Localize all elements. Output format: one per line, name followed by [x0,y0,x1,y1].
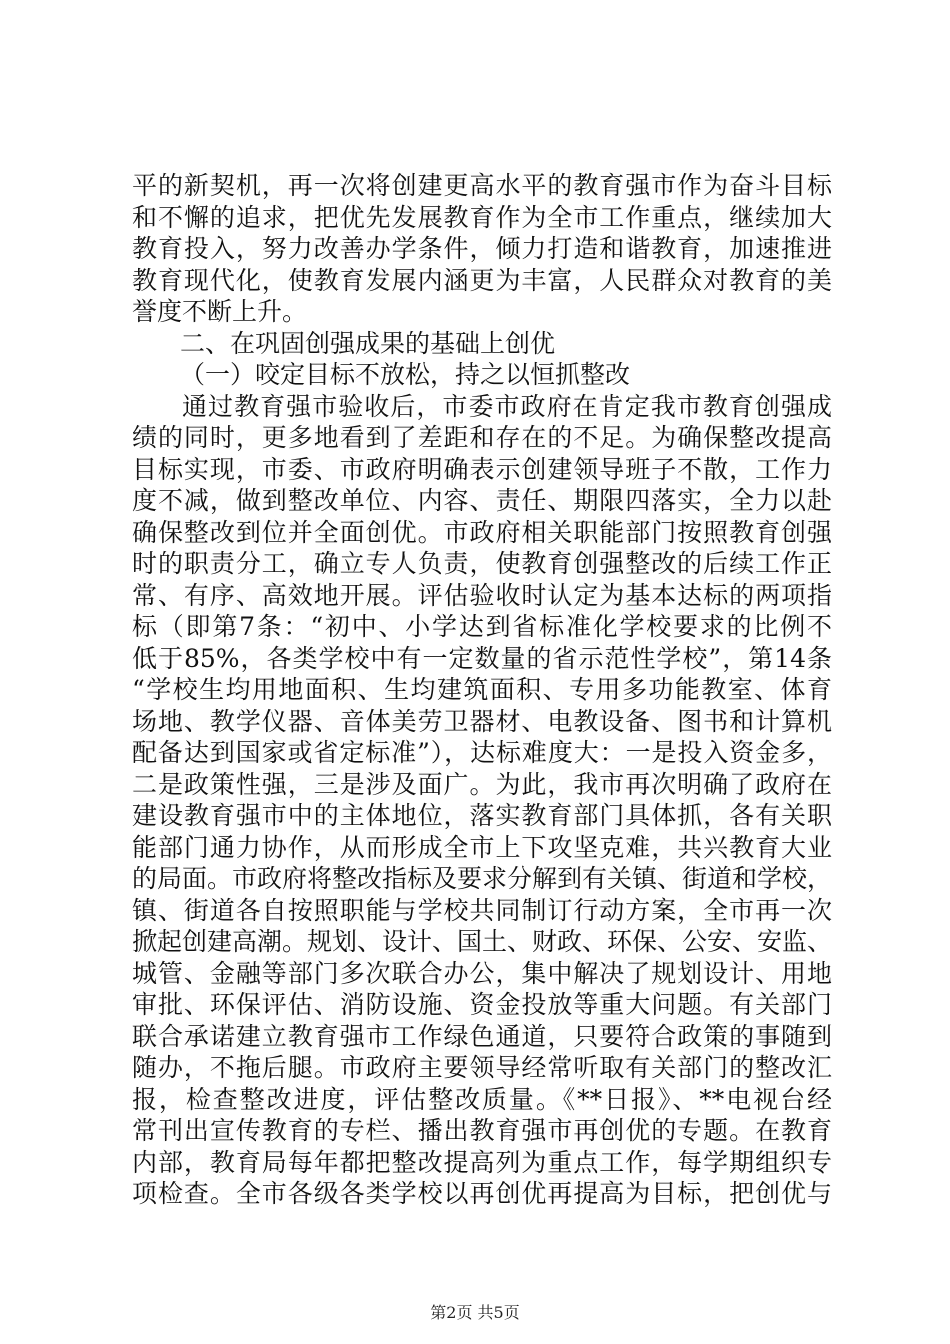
paragraph-line: 低于85%，各类学校中有一定数量的省示范性学校”，第14条 [132,643,832,673]
paragraph-line: 通过教育强市验收后，市委市政府在肯定我市教育创强成 [182,391,832,421]
paragraph-line: 城管、金融等部门多次联合办公，集中解决了规划设计、用地 [132,958,832,988]
paragraph-line: 掀起创建高潮。规划、设计、国土、财政、环保、公安、安监、 [132,927,833,956]
paragraph-line: 随办，不拖后腿。市政府主要领导经常听取有关部门的整改汇 [132,1053,832,1082]
paragraph-line: 镇、街道各自按照职能与学校共同制订行动方案，全市再一次 [132,895,832,925]
paragraph-line: 项检查。全市各级各类学校以再创优再提高为目标，把创优与 [132,1179,832,1208]
paragraph-line: 联合承诺建立教育强市工作绿色通道，只要符合政策的事随到 [132,1021,832,1051]
paragraph-line: 建设教育强市中的主体地位，落实教育部门具体抓，各有关职 [132,801,832,830]
paragraph-line: “学校生均用地面积、生均建筑面积、专用多功能教室、体育 [132,675,832,704]
paragraph-line: 和不懈的追求，把优先发展教育作为全市工作重点，继续加大 [132,202,832,232]
paragraph-line: 平的新契机，再一次将创建更高水平的教育强市作为奋斗目标 [132,171,832,200]
paragraph-line: 审批、环保评估、消防设施、资金投放等重大问题。有关部门 [132,990,832,1019]
paragraph-line: 标（即第7条：“初中、小学达到省标准化学校要求的比例不 [132,612,832,641]
paragraph-line: 绩的同时，更多地看到了差距和存在的不足。为确保整改提高 [132,423,832,452]
page-footer: 第2页 共5页 [430,1303,520,1322]
paragraph-line: 教育投入，努力改善办学条件，倾力打造和谐教育，加速推进 [132,234,832,263]
paragraph-line: 二是政策性强，三是涉及面广。为此，我市再次明确了政府在 [132,769,832,799]
section-heading: 二、在巩固创强成果的基础上创优 [180,328,556,358]
paragraph-line: 配备达到国家或省定标准”），达标难度大：一是投入资金多， [132,738,832,767]
paragraph-line: 常刊出宣传教育的专栏、播出教育强市再创优的专题。在教育 [132,1116,832,1145]
paragraph-line: 常、有序、高效地开展。评估验收时认定为基本达标的两项指 [132,580,832,610]
paragraph-line: 时的职责分工，确立专人负责，使教育创强整改的后续工作正 [132,549,832,578]
paragraph-line: 能部门通力协作，从而形成全市上下攻坚克难，共兴教育大业 [132,832,832,862]
paragraph-line: 场地、教学仪器、音体美劳卫器材、电教设备、图书和计算机 [132,706,832,736]
section-heading: （一）咬定目标不放松，持之以恒抓整改 [180,360,631,389]
paragraph-line: 誉度不断上升。 [132,297,308,326]
paragraph-line: 确保整改到位并全面创优。市政府相关职能部门按照教育创强 [132,517,832,547]
paragraph-line: 的局面。市政府将整改指标及要求分解到有关镇、街道和学校， [132,864,833,893]
paragraph-line: 度不减，做到整改单位、内容、责任、期限四落实，全力以赴 [132,486,832,515]
paragraph-line: 目标实现，市委、市政府明确表示创建领导班子不散，工作力 [132,454,832,484]
paragraph-line: 教育现代化，使教育发展内涵更为丰富，人民群众对教育的美 [132,265,832,295]
paragraph-line: 内部，教育局每年都把整改提高列为重点工作，每学期组织专 [132,1147,832,1177]
body-text [132,170,832,1210]
paragraph-line: 报，检查整改进度，评估整改质量。《**日报》、**电视台经 [132,1084,832,1114]
